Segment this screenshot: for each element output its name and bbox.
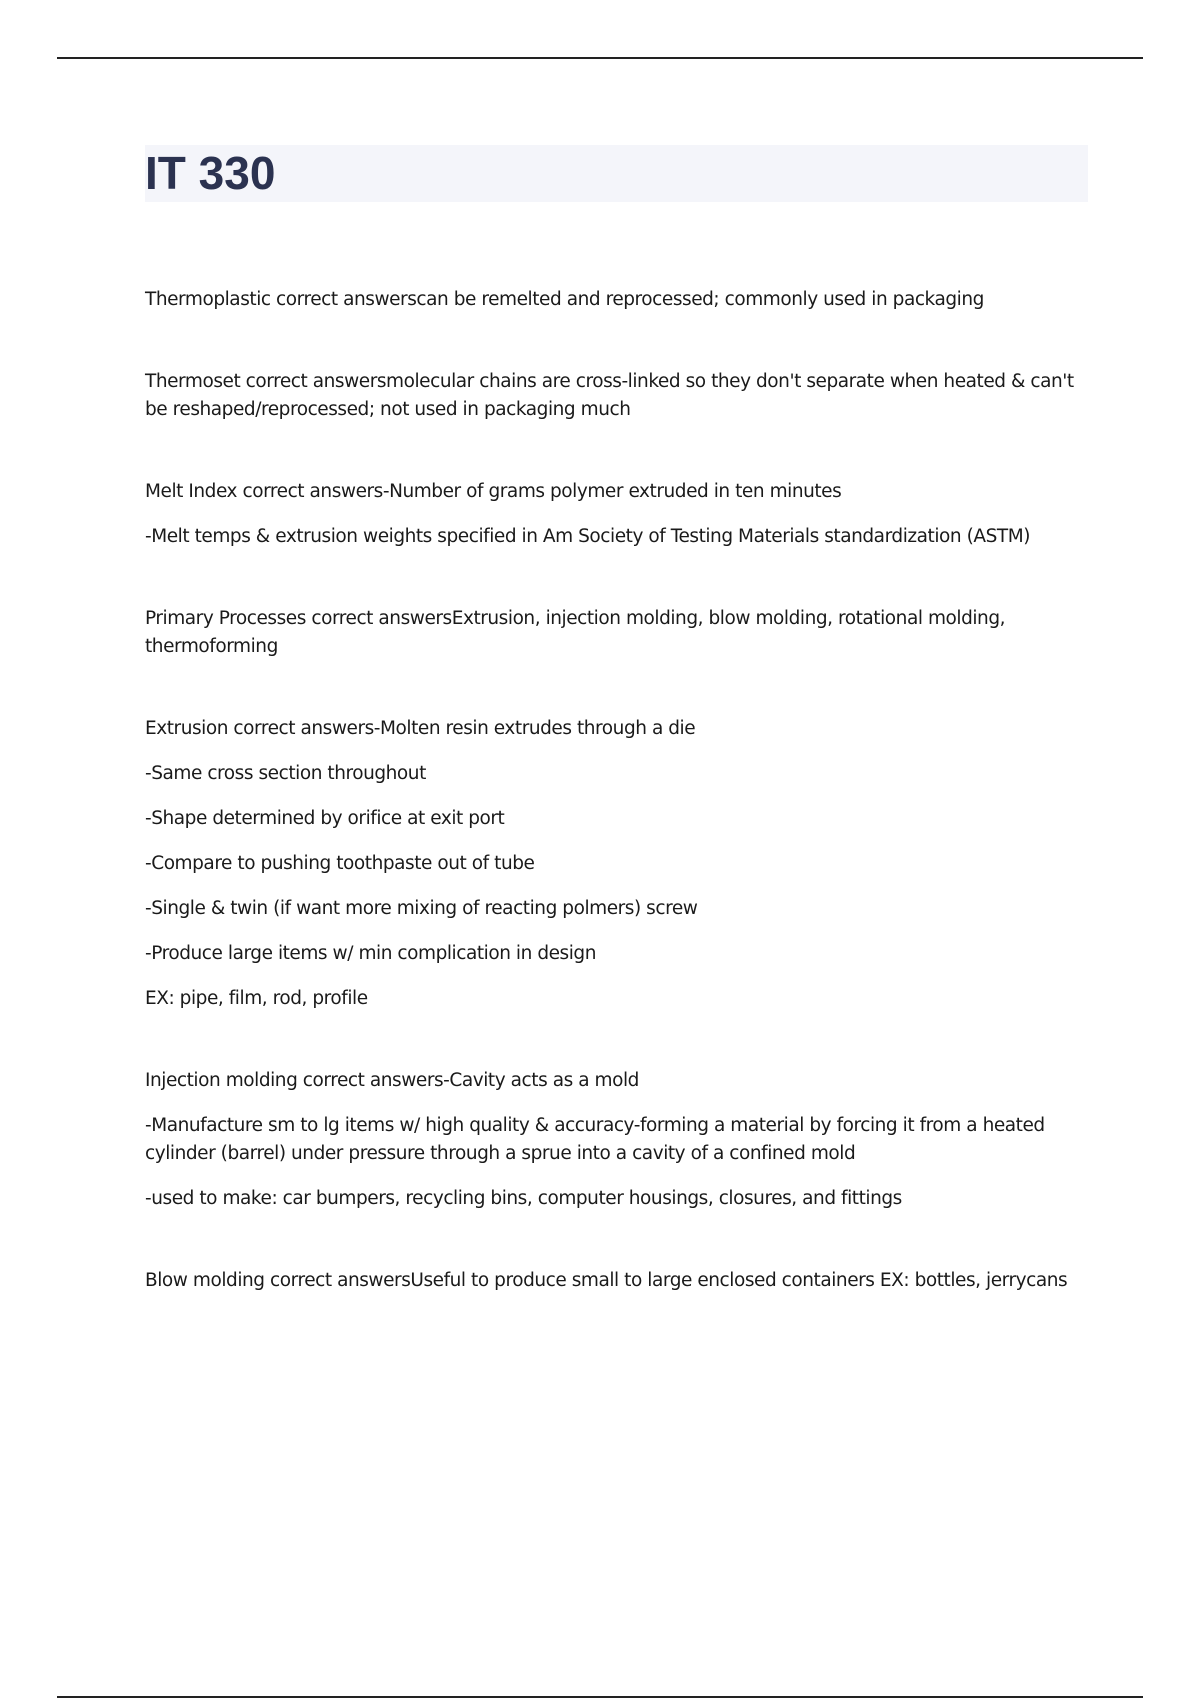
entry-melt-index (145, 478, 1090, 551)
entry-text: Thermoset correct answersmolecular chains are cross-linked so they don't separate when heated & can't be reshaped/reprocessed; not used in packaging much (145, 371, 1074, 420)
entry-primary-processes (145, 605, 1090, 661)
entry-text: -used to make: car bumpers, recycling bins, computer housings, closures, and fittings (145, 1188, 902, 1209)
entry-text: -Melt temps & extrusion weights specified in Am Society of Testing Materials standardization (ASTM) (145, 526, 1030, 547)
page-title: IT 330 (145, 147, 276, 199)
bottom-divider (57, 1696, 1143, 1698)
entry-blow-molding (145, 1267, 1090, 1295)
title-band (145, 145, 1088, 202)
entry-text: -Compare to pushing toothpaste out of tube (145, 853, 535, 874)
entry-thermoset (145, 368, 1090, 424)
entry-text: -Shape determined by orifice at exit port (145, 808, 505, 829)
entry-text: Thermoplastic correct answerscan be remelted and reprocessed; commonly used in packaging (145, 289, 984, 310)
entry-text: Primary Processes correct answersExtrusion, injection molding, blow molding, rotational molding, thermoforming (145, 608, 1006, 657)
entry-text: EX: pipe, film, rod, profile (145, 988, 368, 1009)
entry-extrusion (145, 715, 1090, 1013)
entry-text: -Manufacture sm to lg items w/ high quality & accuracy-forming a material by forcing it from a heated cylinder (barrel) under pressure through a sprue into a cavity of a confined mold (145, 1115, 1045, 1164)
entry-text: -Same cross section throughout (145, 763, 426, 784)
top-divider (57, 57, 1143, 59)
entry-text: -Produce large items w/ min complication in design (145, 943, 596, 964)
entry-injection-molding (145, 1067, 1090, 1213)
entry-text: -Single & twin (if want more mixing of reacting polmers) screw (145, 898, 698, 919)
entry-text: Injection molding correct answers-Cavity acts as a mold (145, 1070, 639, 1091)
entry-text: Extrusion correct answers-Molten resin extrudes through a die (145, 718, 696, 739)
entry-text: Blow molding correct answersUseful to produce small to large enclosed containers EX: bottles, jerrycans (145, 1270, 1068, 1291)
entry-text: Melt Index correct answers-Number of grams polymer extruded in ten minutes (145, 481, 842, 502)
document-body (145, 286, 1090, 1349)
entry-thermoplastic (145, 286, 1090, 314)
